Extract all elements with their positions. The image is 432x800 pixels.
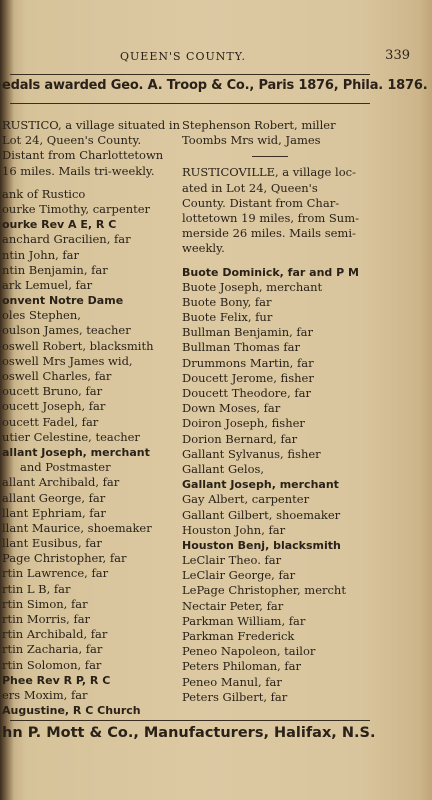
entry-line: Dorion Bernard, far [182, 431, 298, 446]
intro-line: 16 miles. Mails tri-weekly. [2, 163, 155, 178]
intro-line: County. Distant from Char- [182, 195, 340, 210]
right-column [182, 118, 372, 705]
entry-line: LePage Christopher, mercht [182, 583, 346, 598]
advertising-banner-bottom: hn P. Mott & Co., Manufacturers, Halifax, N.S. [2, 725, 376, 741]
entry-line: rtin Simon, far [2, 596, 88, 611]
entry-line: Buote Joseph, merchant [182, 279, 323, 294]
entry-line: Peneo Manul, far [182, 674, 282, 689]
entry-line: rtin Morris, far [2, 612, 91, 626]
entry-line: utier Celestine, teacher [2, 429, 140, 444]
entry-line: llant Eusibus, far [2, 536, 102, 551]
entry-line: LeClair George, far [182, 568, 296, 583]
entry-line: Page Christopher, far [2, 551, 127, 566]
entry-line: Houston Benj, blacksmith [182, 538, 341, 552]
section-divider [252, 156, 288, 157]
entry-line: llant Maurice, shoemaker [2, 520, 152, 535]
entry-line: Toombs Mrs wid, James [182, 133, 321, 148]
rustico-entries [2, 187, 178, 719]
entry-line: Gallant Joseph, merchant [182, 478, 339, 492]
entry-line: Gallant Sylvanus, fisher [182, 446, 321, 461]
entry-line: allant Joseph, merchant [2, 445, 150, 459]
entry-line: oucett Bruno, far [2, 384, 103, 399]
entry-line: ourke Timothy, carpenter [2, 201, 151, 216]
entry-line: Buote Bony, far [182, 294, 272, 309]
entry-line: Gay Albert, carpenter [182, 492, 310, 507]
entry-line: ark Lemuel, far [2, 277, 93, 292]
running-head: QUEEN'S COUNTY. [120, 50, 247, 63]
entry-line: ank of Rustico [2, 186, 86, 201]
rustico-description [2, 118, 181, 179]
entry-line: Doucett Theodore, far [182, 386, 312, 400]
entry-line: ntin John, far [2, 247, 80, 262]
intro-line: lottetown 19 miles, from Sum- [182, 210, 359, 225]
entry-line: rtin Lawrence, far [2, 566, 109, 581]
entry-line: oucett Joseph, far [2, 399, 106, 414]
entry-line: Peters Philoman, far [182, 659, 302, 674]
entry-line: Bullman Benjamin, far [182, 325, 314, 340]
entry-line: oswell Charles, far [2, 369, 112, 383]
entry-line: LeClair Theo. far [182, 553, 282, 568]
entry-line: Augustine, R C Church [2, 704, 141, 718]
intro-line: weekly. [182, 241, 225, 256]
entry-line: Peters Gilbert, far [182, 689, 288, 704]
entry-line: Phee Rev R P, R C [2, 673, 111, 687]
advertising-banner-top: edals awarded Geo. A. Troop & Co., Paris 1876, Phila. 1876. [2, 78, 428, 93]
entry-line: Houston John, far [182, 522, 286, 537]
banner-rule [10, 103, 370, 104]
entry-line: Down Moses, far [182, 401, 281, 416]
entry-line: Doucett Jerome, fisher [182, 370, 314, 385]
intro-line: Lot 24, Queen's County. [2, 133, 142, 148]
intro-line: ated in Lot 24, Queen's [182, 180, 318, 195]
page-number: 339 [385, 48, 410, 63]
intro-line: RUSTICOVILLE, a village loc- [182, 165, 356, 180]
entry-line: allant George, far [2, 490, 106, 505]
continued-entries [182, 118, 372, 148]
intro-line: RUSTICO, a village situated in [2, 118, 181, 132]
entry-line: oucett Fadel, far [2, 414, 99, 429]
entry-line: rtin Zacharia, far [2, 642, 103, 657]
entry-line: oles Stephen, [2, 308, 81, 323]
intro-line: merside 26 miles. Mails semi- [182, 226, 356, 241]
entry-line: llant Ephriam, far [2, 505, 106, 520]
entry-line: Stephenson Robert, miller [182, 118, 336, 132]
entry-line: anchard Gracilien, far [2, 232, 131, 247]
entry-line: Peneo Napoleon, tailor [182, 644, 316, 659]
entry-line: Drummons Martin, far [182, 355, 314, 370]
entry-line: rtin Solomon, far [2, 657, 102, 672]
entry-line: ourke Rev A E, R C [2, 218, 117, 232]
entry-line: rtin Archibald, far [2, 627, 108, 642]
entry-line: allant Archibald, far [2, 475, 120, 490]
entry-line: Gallant Gelos, [182, 461, 265, 476]
entry-line: oulson James, teacher [2, 323, 131, 338]
rusticoville-entries [182, 265, 372, 705]
entry-line: Gallant Gilbert, shoemaker [182, 507, 341, 522]
entry-line: oswell Mrs James wid, [2, 353, 133, 368]
entry-line: oswell Robert, blacksmith [2, 338, 154, 353]
rusticoville-description [182, 165, 372, 256]
left-column [2, 118, 181, 718]
entry-line: Bullman Thomas far [182, 340, 300, 355]
entry-line: and Postmaster [20, 460, 111, 475]
footer-rule [10, 720, 370, 721]
entry-line: Parkman William, far [182, 613, 306, 628]
entry-line: ers Moxim, far [2, 687, 88, 702]
entry-line: Doiron Joseph, fisher [182, 416, 305, 431]
header-rule [10, 74, 370, 75]
entry-line: ntin Benjamin, far [2, 262, 108, 277]
entry-line: Buote Felix, fur [182, 310, 273, 325]
entry-line: Parkman Frederick [182, 629, 295, 643]
entry-line: Buote Dominick, far and P M [182, 265, 359, 279]
entry-line: onvent Notre Dame [2, 294, 124, 308]
intro-line: Distant from Charlottetown [2, 148, 164, 163]
entry-line: rtin L B, far [2, 581, 71, 596]
entry-line: Nectair Peter, far [182, 598, 284, 613]
